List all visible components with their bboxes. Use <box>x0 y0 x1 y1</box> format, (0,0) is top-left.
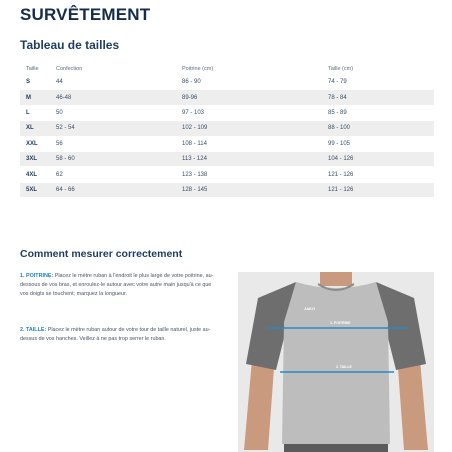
cell-confection: 58 - 60 <box>50 151 176 166</box>
cell-size: L <box>20 105 50 120</box>
header-waist: Taille (cm) <box>328 65 354 72</box>
cell-chest: 128 - 145 <box>176 182 322 197</box>
cell-confection: 62 <box>50 167 176 182</box>
cell-confection: 44 <box>50 75 176 90</box>
header-chest: Poitrine (cm) <box>182 65 214 72</box>
cell-size: XL <box>20 121 50 136</box>
header-confection: Confection <box>56 65 83 72</box>
table-row <box>20 105 434 120</box>
cell-chest: 108 - 114 <box>176 136 322 151</box>
cell-confection: 56 <box>50 136 176 151</box>
cell-waist: 104 - 126 <box>322 151 434 166</box>
brand-logo: JAKO <box>304 306 316 311</box>
chest-line-label: 1. POITRINE <box>330 321 351 325</box>
model-photo <box>238 272 434 452</box>
cell-size: S <box>20 75 50 90</box>
neck <box>320 272 352 286</box>
shirt <box>282 282 390 444</box>
cell-waist: 121 - 126 <box>322 167 434 182</box>
table-header-row <box>20 62 434 75</box>
page-title: SURVÊTEMENT <box>20 5 151 24</box>
model-illustration <box>238 272 434 452</box>
cell-waist: 121 - 126 <box>322 182 434 197</box>
cell-waist: 88 - 100 <box>322 121 434 136</box>
size-chart-heading: Tableau de tailles <box>20 38 120 52</box>
waist-instruction <box>20 326 220 344</box>
waist-instruction-label: 2. TAILLE: <box>20 327 47 333</box>
cell-chest: 89-96 <box>176 90 322 105</box>
cell-confection: 52 - 54 <box>50 121 176 136</box>
table-row <box>20 182 434 197</box>
waist-instruction-text: Placez le mètre ruban autour de votre tour de taille naturel, juste au-dessus de vos hanches. Veillez à ne pas trop serrer le ruban. <box>20 327 211 342</box>
waist-line-label: 2. TAILLE <box>336 365 352 369</box>
cell-chest: 113 - 124 <box>176 151 322 166</box>
cell-confection: 46-48 <box>50 90 176 105</box>
cell-size: 5XL <box>20 182 50 197</box>
cell-confection: 50 <box>50 105 176 120</box>
right-arm <box>398 360 428 450</box>
cell-chest: 97 - 103 <box>176 105 322 120</box>
header-size: Taille <box>26 65 39 72</box>
cell-size: M <box>20 90 50 105</box>
chest-instruction-text: Placez le mètre ruban à l'endroit le plus large de votre poitrine, au-dessous de vos bras, et enroulez-le autour avec votre autre main jusqu'à ce que vos doigts se touchent; marquez la longueur. <box>20 273 214 297</box>
shorts <box>284 444 388 452</box>
chest-instruction <box>20 272 220 299</box>
left-arm <box>244 360 274 450</box>
chest-instruction-label: 1. POITRINE: <box>20 273 54 279</box>
cell-waist: 85 - 89 <box>322 105 434 120</box>
table-row <box>20 121 434 136</box>
cell-chest: 123 - 138 <box>176 167 322 182</box>
table-row <box>20 75 434 90</box>
table-row <box>20 90 434 105</box>
size-table <box>20 62 434 198</box>
cell-confection: 64 - 66 <box>50 182 176 197</box>
table-row <box>20 136 434 151</box>
table-row <box>20 151 434 166</box>
how-to-measure-heading: Comment mesurer correctement <box>20 248 183 260</box>
cell-size: 4XL <box>20 167 50 182</box>
cell-waist: 78 - 84 <box>322 90 434 105</box>
cell-waist: 99 - 105 <box>322 136 434 151</box>
cell-size: 3XL <box>20 151 50 166</box>
cell-waist: 74 - 79 <box>322 75 434 90</box>
cell-size: XXL <box>20 136 50 151</box>
table-row <box>20 167 434 182</box>
cell-chest: 86 - 90 <box>176 75 322 90</box>
cell-chest: 102 - 109 <box>176 121 322 136</box>
